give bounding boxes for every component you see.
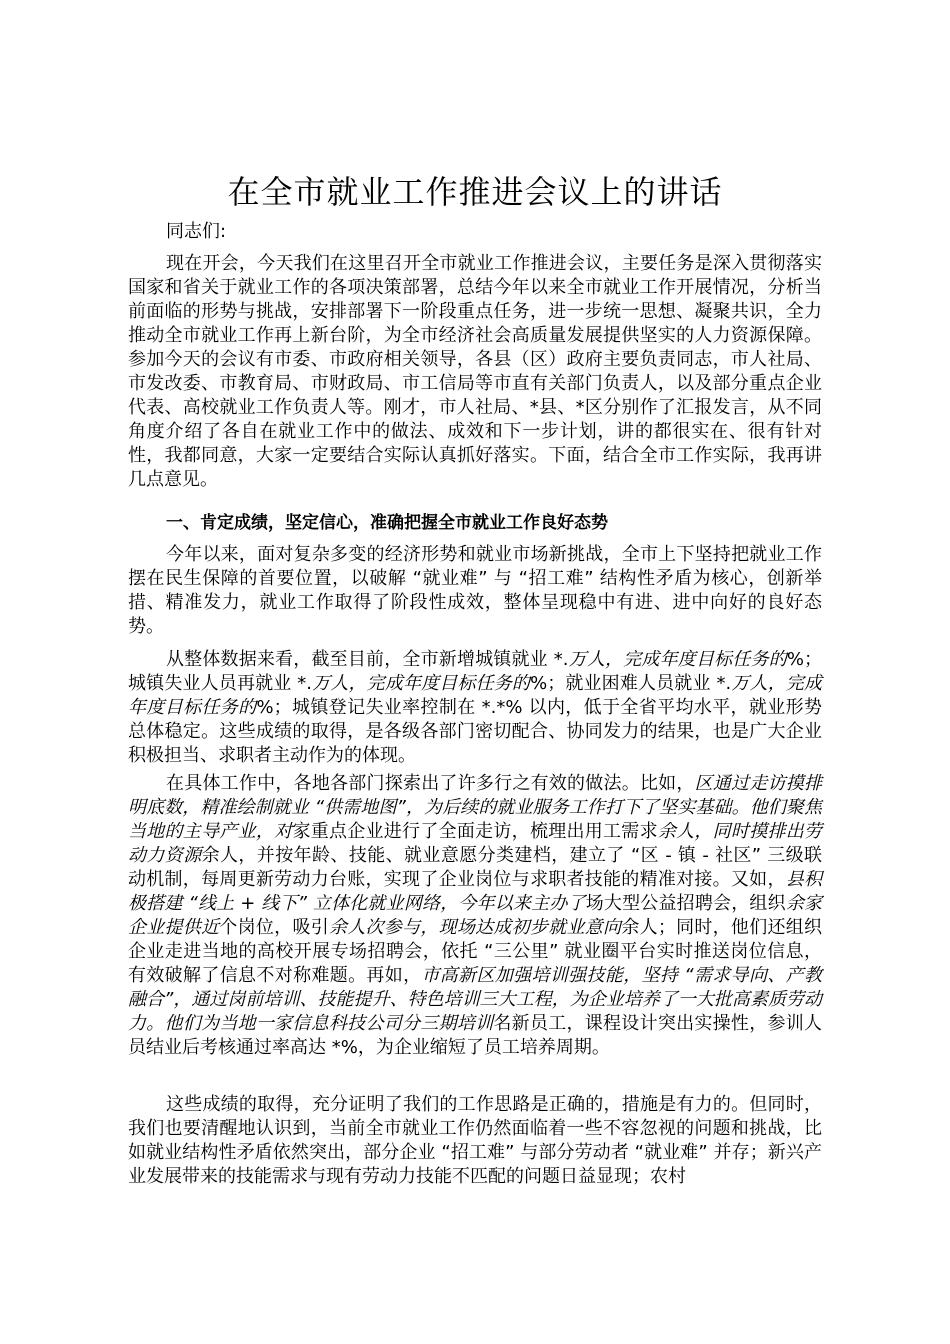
- intro-paragraph: 现在开会，今天我们在这里召开全市就业工作推进会议，主要任务是深入贯彻落实国家和省关于就业工作的各项决策部署，总结今年以来全市就业工作开展情况，分析当前面临的形势与挑战，安排部署下一阶段重点任务，进一步统一思想、凝聚共识，全力推动全市就业工作再上新台阶，为全市经济社会高质量发展提供坚实的人力资源保障。参加今天的会议有市委、市政府相关领导，各县（区）政府主要负责同志，市人社局、市发改委、市教育局、市财政局、市工信局等市直有关部门负责人，以及部分重点企业代表、高校就业工作负责人等。刚才，市人社局、*县、*区分别作了汇报发言，从不同角度介绍了各自在就业工作中的做法、成效和下一步计划，讲的都很实在、很有针对性，我都同意，大家一定要结合实际认真抓好落实。下面，结合全市工作实际，我再讲几点意见。: [128, 253, 822, 490]
- text-run: 余人，并按年龄、技能、就业意愿分类建档，建立了 “区 - 镇 - 社区” 三级联动机制，每周更新劳动力台账，实现了企业岗位与求职者技能的精准对接。又如，: [128, 845, 823, 890]
- italic-run: 余家企业提供近: [128, 893, 823, 938]
- greeting: 同志们:: [166, 221, 227, 242]
- paragraph-4: 这些成绩的取得，充分证明了我们的工作思路是正确的，措施是有力的。但同时，我们也要清醒地认识到，当前全市就业工作仍然面临着一些不容忽视的问题和挑战，比如就业结构性矛盾依然突出，部分企业 “招工难” 与部分劳动者 “就业难” 并存；新兴产业发展带来的技能需求与现有劳动力技能不匹配的问题日益显现；农村: [128, 1094, 822, 1187]
- text-run: %；城镇失业人员再就业 *.: [128, 649, 822, 694]
- italic-run: 市高新区加强培训强技能，坚持 “需求导向、产教融合”，通过岗前培训、技能提升、特色培训三大工程，为企业培养了一大批高素质劳动力。他们为当地一家信息科技公司分三期培训: [128, 965, 822, 1034]
- document-title: 在全市就业工作推进会议上的讲话: [227, 173, 723, 211]
- text-run: 个岗位，吸引: [219, 917, 329, 938]
- italic-run: 万人，完成年度目标任务的: [568, 649, 787, 670]
- paragraph-3: [128, 772, 822, 1060]
- italic-run: 余人次参与，现场达成初步就业意向: [328, 917, 622, 938]
- text-run: %；城镇登记失业率控制在 *.*% 以内，低于全省平均水平，就业形势总体稳定。这些成绩的取得，是各级各部门密切配合、协同发力的结果，也是广大企业积极担当、求职者主动作为的体现。: [128, 697, 823, 766]
- text-run: 在具体工作中，各地各部门探索出了许多行之有效的做法。比如，: [166, 773, 695, 794]
- text-run: %；就业困难人员就业 *.: [530, 673, 732, 694]
- text-run: 家重点企业进行了全面走访，梳理出用工需求: [292, 821, 658, 842]
- italic-run: 万人，完成年度目标任务的: [312, 673, 531, 694]
- italic-run: 县积极搭建 “线上 + 线下” 立体化就业网络，今年以来主办了: [128, 869, 823, 914]
- italic-run: 区通过走访摸排明底数，精准绘制就业 “供需地图”，为后续的就业服务工作打下了坚实基础。他们聚焦当地的主导产业，对: [128, 773, 823, 842]
- italic-run: 余人，同时摸排出劳动力资源: [128, 821, 823, 866]
- text-run: 场大型公益招聘会，组织: [585, 893, 786, 914]
- italic-run: 万人，完成年度目标任务的: [128, 673, 823, 718]
- section-heading-1: 一、肯定成绩，坚定信心，准确把握全市就业工作良好态势: [166, 513, 608, 533]
- text-run: 名新员工，课程设计突出实操性，参训人员结业后考核通过率高达 *%，为企业缩短了员工培养周期。: [128, 1013, 822, 1058]
- text-run: 从整体数据来看，截至目前，全市新增城镇就业 *.: [166, 649, 569, 670]
- paragraph-1: 今年以来，面对复杂多变的经济形势和就业市场新挑战，全市上下坚持把就业工作摆在民生保障的首要位置，以破解 “就业难” 与 “招工难” 结构性矛盾为核心，创新举措、精准发力，就业工作取得了阶段性成效，整体呈现稳中有进、进中向好的良好态势。: [128, 544, 822, 637]
- paragraph-2: [128, 648, 822, 768]
- text-run: 余人；同时，他们还组织企业走进当地的高校开展专场招聘会，依托 “三公里” 就业圈平台实时推送岗位信息，有效破解了信息不对称难题。再如，: [128, 917, 823, 986]
